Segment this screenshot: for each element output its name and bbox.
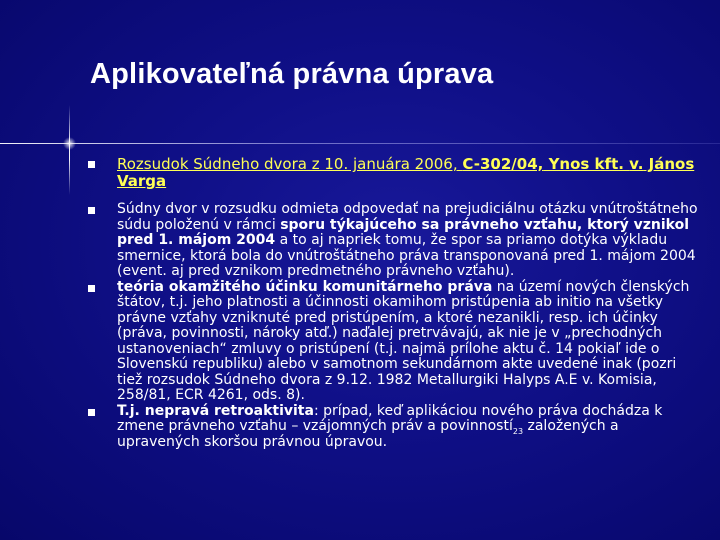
decorative-crosshair-glow xyxy=(63,137,76,150)
ruling-emphasis: sporu týkajúceho sa právneho vzťahu, ktorý vznikol pred 1. májom 2004 xyxy=(117,216,690,248)
square-bullet-icon xyxy=(88,285,95,292)
square-bullet-icon xyxy=(88,161,95,168)
bullet-item-retroactivity xyxy=(88,404,700,451)
retroactivity-text-cont: založených a upravených skoršou právnou úpravou. xyxy=(117,418,619,450)
slide-title: Aplikovateľná právna úprava xyxy=(90,58,494,90)
ruling-text-cont: a to aj napriek tomu, že spor sa priamo dotýka výkladu smernice, ktorá bola do vnútroštátneho práva transponovaná pred 1. májom 2004 (event. aj pred vznikom predmetného právneho vzťahu). xyxy=(117,232,696,279)
square-bullet-icon xyxy=(88,207,95,214)
theory-text: na území nových členských štátov, t.j. jeho platnosti a účinnosti okamihom pristúpenia ab initio na všetky právne vzťahy vzniknuté pred pristúpením, a ktoré nezanikli, resp. ich účinky (práva, povinnosti, nároky atď.) naďalej pretrvávajú, ak nie je v „prechodných ustanoveniach“ zmluvy o pristúpení (t.j. najmä prílohe aktu č. 14 pokiaľ ide o Slovenskú republiku) alebo v samotnom sekundárnom akte uvedené inak (pozri tiež rozsudok Súdneho dvora z 9.12. 1982 Metallurgiki Halyps A.E v. Komisia, 258/81, ECR 4261, ods. 8). xyxy=(117,278,690,403)
square-bullet-icon xyxy=(88,409,95,416)
ruling-text: Súdny dvor v rozsudku odmieta odpovedať na prejudiciálnu otázku vnútroštátneho súdu položenú v rámci xyxy=(117,201,698,233)
case-reference: Rozsudok Súdneho dvora z 10. januára 2006, C-302/04, Ynos kft. v. János Varga xyxy=(117,155,695,190)
bullet-item-ruling xyxy=(88,202,700,280)
retroactivity-text: : prípad, keď aplikáciou nového práva dochádza k zmene právneho vzťahu – vzájomných práv a povinností xyxy=(117,402,663,434)
decorative-vertical-line xyxy=(69,105,70,195)
decorative-horizontal-line xyxy=(0,143,720,144)
bullet-item-theory xyxy=(88,280,700,404)
theory-emphasis: teória okamžitého účinku komunitárneho práva xyxy=(117,278,493,295)
bullet-item-case xyxy=(88,156,700,190)
page-number: 23 xyxy=(512,426,524,436)
bullet-list xyxy=(88,156,700,450)
retroactivity-emphasis: T.j. nepravá retroaktivita xyxy=(117,402,314,419)
